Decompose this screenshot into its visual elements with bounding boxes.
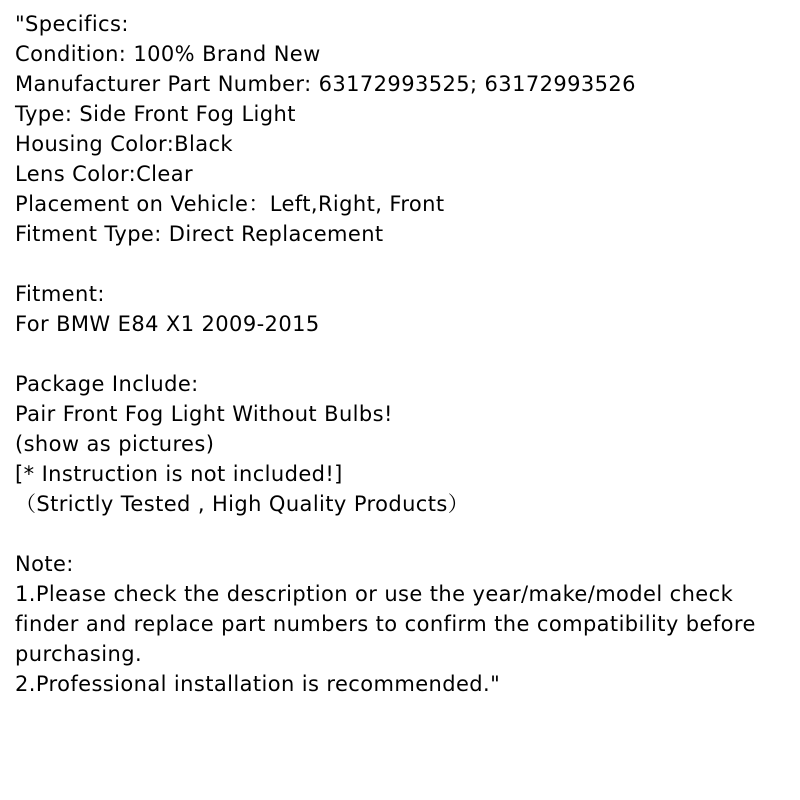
spacer (15, 519, 795, 549)
specifics-heading: "Specifics: (15, 12, 129, 36)
package-instruction-line: [* Instruction is not included!] (15, 462, 343, 486)
note-heading: Note: (15, 552, 74, 576)
note-line-3: purchasing. (15, 642, 143, 666)
spacer (15, 339, 795, 369)
placement-line: Placement on Vehicle：Left,Right, Front (15, 192, 445, 216)
package-pictures-line: (show as pictures) (15, 432, 215, 456)
fitment-heading: Fitment: (15, 282, 105, 306)
description-text (15, 9, 795, 699)
package-heading: Package Include: (15, 372, 199, 396)
part-number-line: Manufacturer Part Number: 63172993525; 63172993526 (15, 72, 636, 96)
housing-color-line: Housing Color:Black (15, 132, 233, 156)
package-item-line: Pair Front Fog Light Without Bulbs! (15, 402, 393, 426)
package-quality-line: （Strictly Tested , High Quality Products） (15, 492, 470, 516)
condition-line: Condition: 100% Brand New (15, 42, 321, 66)
fitment-type-line: Fitment Type: Direct Replacement (15, 222, 384, 246)
fitment-vehicle-line: For BMW E84 X1 2009-2015 (15, 312, 320, 336)
note-line-4: 2.Professional installation is recommended." (15, 672, 501, 696)
note-line-2: finder and replace part numbers to confirm the compatibility before (15, 612, 756, 636)
spacer (15, 249, 795, 279)
note-line-1: 1.Please check the description or use the year/make/model check (15, 582, 734, 606)
type-line: Type: Side Front Fog Light (15, 102, 296, 126)
lens-color-line: Lens Color:Clear (15, 162, 194, 186)
